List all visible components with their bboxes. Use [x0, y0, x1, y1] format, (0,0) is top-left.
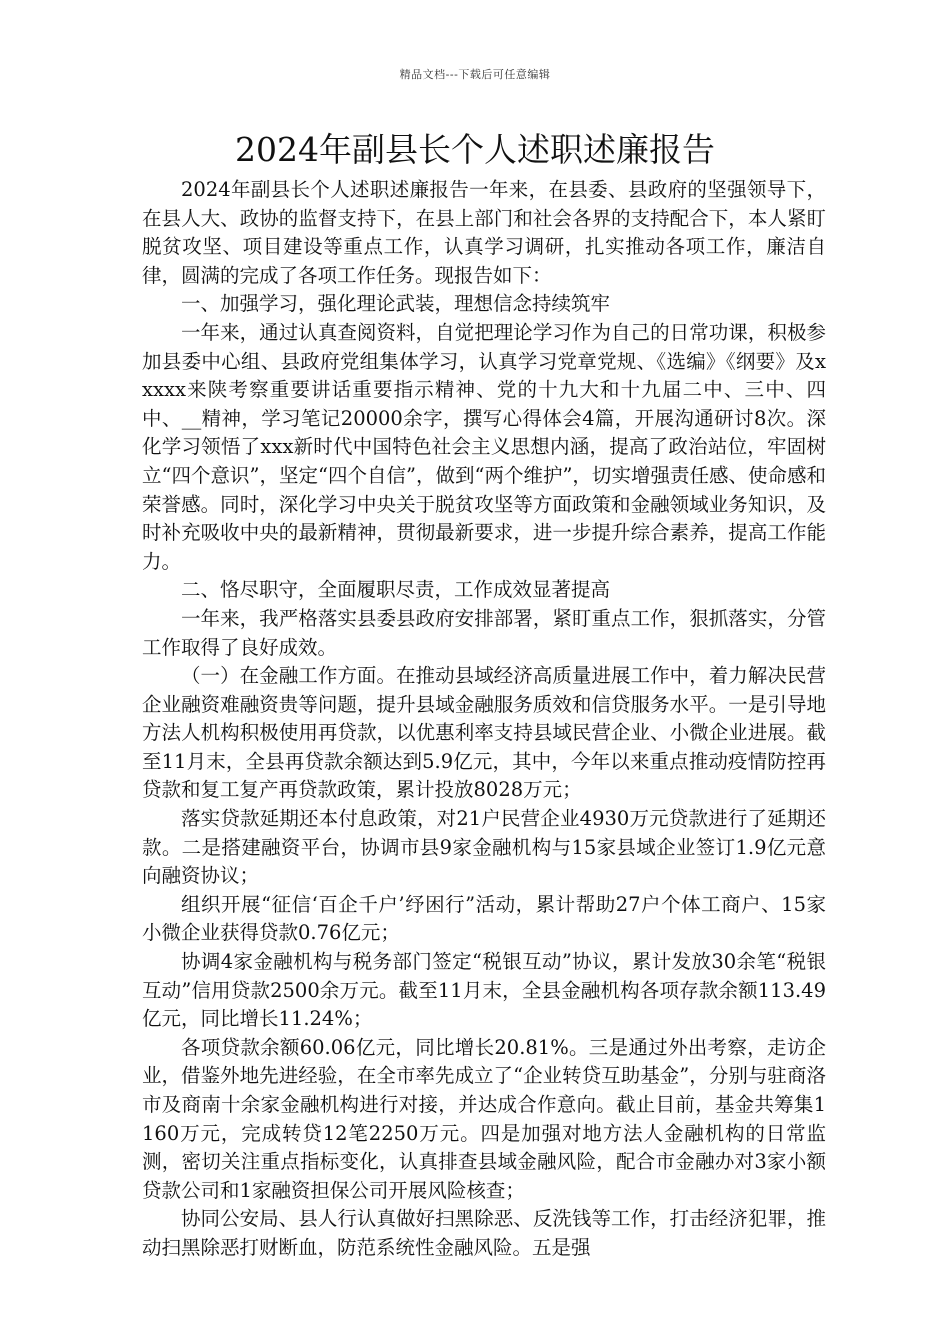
- document-title: 2024年副县长个人述职述廉报告: [235, 130, 715, 169]
- paragraph: 组织开展“征信‘百企千户’纾困行”活动，累计帮助27户个体工商户、15家小微企业获得贷款0.76亿元；: [142, 892, 826, 945]
- section-heading: 一、加强学习，强化理论武装，理想信念持续筑牢: [181, 292, 611, 316]
- paragraph: 2024年副县长个人述职述廉报告一年来，在县委、县政府的坚强领导下，在县人大、政协的监督支持下，在县上部门和社会各界的支持配合下，本人紧盯脱贫攻坚、项目建设等重点工作，认真学习调研，扎实推动各项工作，廉洁自律，圆满的完成了各项工作任务。现报告如下：: [142, 178, 826, 287]
- paragraph: 协调4家金融机构与税务部门签定“税银互动”协议，累计发放30余笔“税银互动”信用贷款2500余万元。截至11月末，全县金融机构各项存款余额113.49亿元，同比增长11.24%；: [142, 950, 826, 1031]
- paragraph: 协同公安局、县人行认真做好扫黑除恶、反洗钱等工作，打击经济犯罪，推动扫黑除恶打财断血，防范系统性金融风险。五是强: [142, 1207, 826, 1259]
- paragraph: 一年来，通过认真查阅资料，自觉把理论学习作为自己的日常功课，积极参加县委中心组、县政府党组集体学习，认真学习党章党规、《选编》《纲要》及xxxxx来陕考察重要讲话重要指示精神、党的十九大和十九届二中、三中、四中、__精神，学习笔记20000余字，撰写心得体会4篇，开展沟通研讨8次。深化学习领悟了xxx新时代中国特色社会主义思想内涵，提高了政治站位，牢固树立“四个意识”，坚定“四个自信”，做到“两个维护”，切实增强责任感、使命感和荣誉感。同时，深化学习中央关于脱贫攻坚等方面政策和金融领域业务知识，及时补充吸收中央的最新精神，贯彻最新要求，进一步提升综合素养，提高工作能力。: [142, 320, 826, 573]
- document-body: [142, 176, 826, 1263]
- paragraph: 落实贷款延期还本付息政策，对21户民营企业4930万元贷款进行了延期还款。二是搭建融资平台，协调市县9家金融机构与15家县域企业签订1.9亿元意向融资协议；: [142, 807, 826, 888]
- paragraph: （一）在金融工作方面。在推动县域经济高质量进展工作中，着力解决民营企业融资难融资贵等问题，提升县域金融服务质效和信贷服务水平。一是引导地方法人机构积极使用再贷款，以优惠利率支持县域民营企业、小微企业进展。截至11月末，全县再贷款余额达到5.9亿元，其中，今年以来重点推动疫情防控再贷款和复工复产再贷款政策，累计投放8028万元；: [142, 664, 826, 802]
- header-note: 精品文档---下载后可任意编辑: [399, 68, 551, 81]
- paragraph: 一年来，我严格落实县委县政府安排部署，紧盯重点工作，狠抓落实，分管工作取得了良好成效。: [142, 606, 826, 659]
- paragraph: 各项贷款余额60.06亿元，同比增长20.81%。三是通过外出考察，走访企业，借鉴外地先进经验，在全市率先成立了“企业转贷互助基金”，分别与驻商洛市及商南十余家金融机构进行对接，并达成合作意向。截止目前，基金共筹集1160万元，完成转贷12笔2250万元。四是加强对地方法人金融机构的日常监测，密切关注重点指标变化，认真排查县域金融风险，配合市金融办对3家小额贷款公司和1家融资担保公司开展风险核查；: [142, 1035, 826, 1202]
- section-heading: 二、恪尽职守，全面履职尽责，工作成效显著提高: [181, 578, 611, 602]
